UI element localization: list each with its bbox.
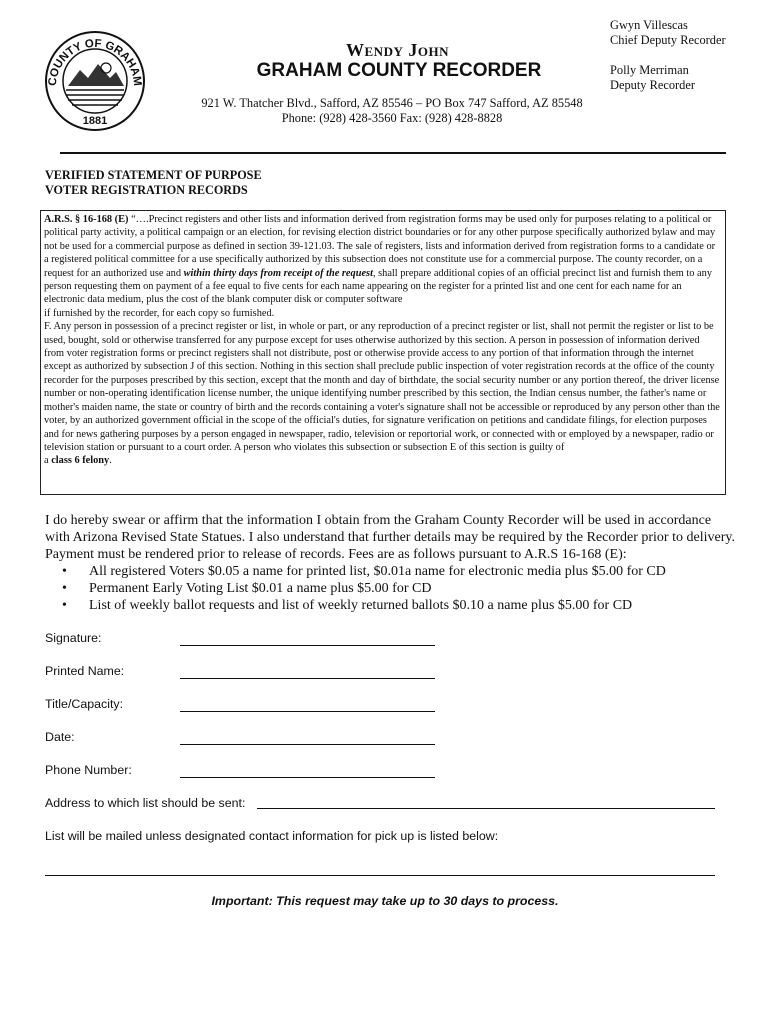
staff-title: Chief Deputy Recorder	[610, 33, 726, 47]
statute-penalty	[44, 454, 722, 467]
bullet-icon: •	[62, 564, 67, 579]
office-title: GRAHAM COUNTY RECORDER	[256, 60, 542, 81]
signature-label: Signature:	[45, 631, 102, 645]
statute-text: a	[44, 455, 52, 467]
recorder-name: Wendy John	[346, 40, 449, 60]
phone-number-field[interactable]	[180, 777, 435, 778]
statute-text: .	[109, 455, 112, 467]
phone-number-label: Phone Number:	[45, 763, 132, 777]
fee-text: List of weekly ballot requests and list of weekly returned ballots $0.10 a name plus $5.00 for CD	[89, 598, 633, 613]
affirmation-text: I do hereby swear or affirm that the information I obtain from the Graham County Recorder will be used in accordance with Arizona Revised State Statues. I also understand that further details may be required by the Recorder prior to delivery. Payment must be rendered prior to release of records. Fees are as follows pursuant to A.R.S 16-168 (E):	[45, 513, 735, 562]
fee-text: All registered Voters $0.05 a name for printed list, $0.01a name for electronic media plus $5.00 for CD	[89, 564, 666, 579]
statement-title-line-1: VERIFIED STATEMENT OF PURPOSE	[45, 168, 262, 182]
fee-list	[62, 563, 666, 614]
statute-text: , shall prepare additional copies of an official precinct list and furnish them to any person requesting them on payment of a fee equal to five cents for each name appearing on the register for a printed list and one cent for each name for an electronic data medium, plus the cost of the blank computer disk or computer software	[44, 267, 712, 306]
fee-list-item	[62, 597, 666, 614]
printed-name-field[interactable]	[180, 678, 435, 679]
county-seal-logo	[44, 30, 146, 132]
statute-paragraph-e	[44, 213, 722, 307]
address-label: Address to which list should be sent:	[45, 796, 246, 810]
staff-name: Polly Merriman	[610, 63, 689, 77]
statute-paragraph-f: F. Any person in possession of a precinct register or list, in whole or part, or any reproduction of a precinct register or list, shall not permit the register or list to be used, bought, sold or otherwise transferred for any purpose except for uses otherwise authorized by this section. A person in possession of information derived from voter registration forms or precinct registers shall not distribute, post or otherwise provide access to any portion of that information through the internet except as authorized by subsection J of this section. Nothing in this section shall preclude public inspection of voter registration records at the office of the county recorder for the purposes prescribed by this section, except that the month and day of birthdate, the social security number or any portion thereof, the driver license number or non-operating identification license number, the unique identifying number prescribed by this section, the Indian census number, the father's name or mother's maiden name, the state or country of birth and the records containing a voter's signature shall not be accessible or reproduced by any person other than the voter, by an authorized government official in the scope of the official's duties, for signature verification on petitions and candidate filings, for election purposes and for news gathering purposes by a person engaged in newspaper, radio, television or reportorial work, or connected with or employed by a newspaper, radio or television station or pursuant to a court order. A person who violates this subsection or subsection E of this section is guilty of	[44, 321, 720, 453]
printed-name-label: Printed Name:	[45, 664, 125, 678]
title-capacity-label: Title/Capacity:	[45, 697, 124, 711]
statement-title-line-2: VOTER REGISTRATION RECORDS	[45, 183, 248, 197]
bullet-icon: •	[62, 598, 67, 613]
address-field[interactable]	[257, 808, 715, 809]
statute-text: “….Precinct registers and other lists and information derived from registration forms may be used only for purposes relating to a political or political party activity, a political campaign or an election, for revising election district boundaries or for any other purpose specifically authorized bylaw and may not be used for a commercial purpose as defined in section 39-121.03. The sale of registers, lists and information derived from registration forms to a candidate or a registered political committee for a use specifically authorized by this subsection does not constitute use for a commercial purpose. The county recorder, on a request for an authorized use and	[44, 214, 716, 279]
statute-text-box	[40, 210, 726, 495]
svg-text:COUNTY OF GRAHAM: COUNTY OF GRAHAM	[46, 37, 144, 87]
staff-name: Gwyn Villescas	[610, 18, 688, 32]
staff-deputy	[610, 63, 695, 93]
fee-list-item	[62, 563, 666, 580]
title-capacity-field[interactable]	[180, 711, 435, 712]
fee-text: Permanent Early Voting List $0.01 a name plus $5.00 for CD	[89, 581, 432, 596]
important-note: Important: This request may take up to 30 days to process.	[211, 894, 559, 908]
signature-field[interactable]	[180, 645, 435, 646]
header-divider	[60, 152, 726, 154]
statute-citation: A.R.S. § 16-168 (E)	[44, 214, 129, 225]
svg-text:1881: 1881	[82, 115, 108, 127]
pickup-note: List will be mailed unless designated contact information for pick up is listed below:	[45, 829, 499, 843]
statute-text: if furnished by the recorder, for each copy so furnished.	[44, 307, 275, 319]
office-phone: Phone: (928) 428-3560 Fax: (928) 428-8828	[281, 111, 503, 125]
statute-emphasis: within thirty days from receipt of the request	[183, 267, 373, 279]
pickup-contact-field[interactable]	[45, 875, 715, 876]
bullet-icon: •	[62, 581, 67, 596]
office-address: 921 W. Thatcher Blvd., Safford, AZ 85546 – PO Box 747 Safford, AZ 85548	[201, 96, 583, 110]
staff-title: Deputy Recorder	[610, 78, 695, 92]
felony-class: class 6 felony	[51, 455, 110, 467]
date-field[interactable]	[180, 744, 435, 745]
date-label: Date:	[45, 730, 75, 744]
statement-heading	[45, 168, 262, 198]
fee-list-item	[62, 580, 666, 597]
staff-chief-deputy	[610, 18, 726, 48]
